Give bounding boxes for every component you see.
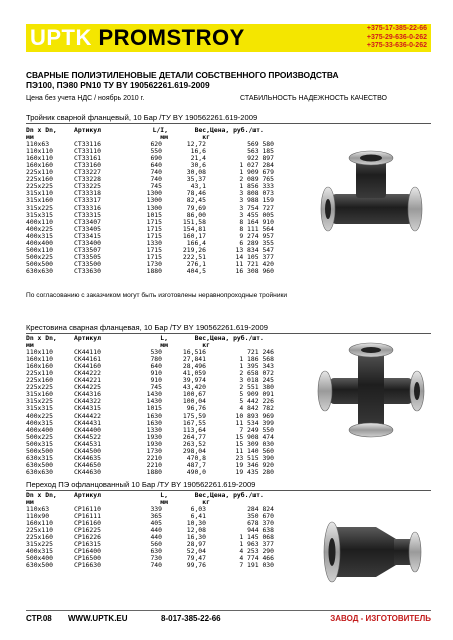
table-cell: 1430: [146, 397, 162, 406]
table-cell: 19 346 920: [235, 460, 274, 469]
table-cell: 400x225: [26, 411, 53, 420]
table-cell: 315x315: [26, 404, 53, 413]
table-cell: 100,67: [182, 390, 206, 399]
table-header-row: [26, 127, 274, 134]
table-cell: 315x225: [26, 397, 53, 406]
table-cell: 7 249 550: [239, 425, 274, 434]
column-header: Dn x Dn,: [26, 334, 57, 342]
column-header: мм: [26, 498, 34, 507]
tee-fitting-image: [318, 150, 428, 250]
website-link[interactable]: WWW.UPTK.EU: [68, 614, 128, 623]
table-cell: 1715: [146, 245, 162, 254]
table-cell: 910: [150, 369, 162, 378]
table-cell: СТ33400: [74, 238, 101, 247]
table-header-row: [26, 335, 274, 342]
table-cell: СТ33500: [74, 259, 101, 268]
table-cell: 1715: [146, 224, 162, 233]
table-cell: СК44161: [74, 355, 101, 364]
table-cell: 400x225: [26, 224, 53, 233]
table-cell: 1730: [146, 259, 162, 268]
table-cell: 630x630: [26, 266, 53, 275]
table-cell: 315x225: [26, 203, 53, 212]
price-note: Цена без учета НДС / ноябрь 2010 г.: [26, 95, 145, 102]
table-cell: 39,974: [182, 376, 206, 385]
table-cell: 14 105 377: [235, 252, 274, 261]
table-cell: 365: [150, 512, 162, 521]
table-cell: СР16630: [74, 561, 101, 570]
table-cell: 400x315: [26, 231, 53, 240]
table-cell: СР16226: [74, 533, 101, 542]
table-cell: 167,55: [182, 418, 206, 427]
table-cell: 225x160: [26, 376, 53, 385]
phone-2: +375-29-636-0-262: [366, 33, 427, 41]
reducer-table: [26, 492, 274, 570]
table-cell: 4 253 290: [239, 547, 274, 556]
table-cell: 740: [150, 175, 162, 184]
table-cell: 263,52: [182, 439, 206, 448]
table-cell: 1930: [146, 432, 162, 441]
table-cell: 79,47: [186, 554, 206, 563]
table-cell: СТ33317: [74, 196, 101, 205]
table-cell: 264,77: [182, 432, 206, 441]
table-cell: 96,76: [186, 404, 206, 413]
table-cell: 222,51: [182, 252, 206, 261]
table-cell: 1300: [146, 196, 162, 205]
table-cell: 225x160: [26, 175, 53, 184]
table-cell: 500x225: [26, 432, 53, 441]
table-cell: 630x315: [26, 453, 53, 462]
table-cell: 404,5: [186, 266, 206, 275]
table-cell: 154,81: [182, 224, 206, 233]
table-cell: СТ33161: [74, 154, 101, 163]
table-cell: 740: [150, 168, 162, 177]
tee-table: [26, 127, 274, 275]
table-cell: 160x160: [26, 362, 53, 371]
table-cell: 470,8: [186, 453, 206, 462]
table-cell: 3 455 005: [239, 210, 274, 219]
table-cell: СК44650: [74, 460, 101, 469]
table-cell: 1715: [146, 252, 162, 261]
table-cell: 315x160: [26, 390, 53, 399]
table-cell: 3 988 159: [239, 196, 274, 205]
table-cell: 400x400: [26, 425, 53, 434]
table-cell: СК44635: [74, 453, 101, 462]
table-cell: 110x63: [26, 505, 50, 514]
table-cell: 2 658 072: [239, 369, 274, 378]
table-cell: 500x400: [26, 554, 53, 563]
column-header: Цена, руб./шт.: [210, 126, 264, 134]
table-cell: 350 670: [247, 512, 274, 521]
table-cell: 160x160: [26, 161, 53, 170]
table-cell: 225x110: [26, 168, 53, 177]
table-cell: СР16160: [74, 519, 101, 528]
table-cell: 315x110: [26, 189, 53, 198]
table-cell: 400x400: [26, 238, 53, 247]
column-header: Цена, руб./шт.: [210, 491, 264, 499]
table-cell: СТ33405: [74, 224, 101, 233]
table-cell: 490,0: [186, 467, 206, 476]
column-header: Артикул: [74, 126, 101, 134]
table-cell: СК44630: [74, 467, 101, 476]
column-header: мм: [160, 498, 168, 507]
table-cell: СТ33225: [74, 182, 101, 191]
table-cell: СТ33315: [74, 210, 101, 219]
table-cell: СК44431: [74, 418, 101, 427]
table-cell: 1630: [146, 411, 162, 420]
table-cell: 405: [150, 519, 162, 528]
table-cell: 160x110: [26, 519, 53, 528]
table-cell: СР16500: [74, 554, 101, 563]
table-cell: 225x225: [26, 383, 53, 392]
table-cell: 740: [150, 561, 162, 570]
table-cell: 563 185: [247, 147, 274, 156]
table-cell: 16,6: [190, 147, 206, 156]
table-cell: 276,1: [186, 259, 206, 268]
table-cell: 1715: [146, 231, 162, 240]
table-cell: СР16400: [74, 547, 101, 556]
title-line-1: СВАРНЫЕ ПОЛИЭТИЛЕНОВЫЕ ДЕТАЛИ СОБСТВЕННОГО ПРОИЗВОДСТВА: [26, 70, 339, 80]
table-cell: 28,97: [186, 540, 206, 549]
table-cell: 2210: [146, 453, 162, 462]
table-cell: 1015: [146, 404, 162, 413]
table-cell: СР16315: [74, 540, 101, 549]
table-cell: 2210: [146, 460, 162, 469]
table-cell: СТ33228: [74, 175, 101, 184]
table-cell: СР16111: [74, 512, 101, 521]
table-cell: 110x90: [26, 512, 50, 521]
table-cell: 10 893 969: [235, 411, 274, 420]
column-header: мм: [160, 341, 168, 350]
table-cell: 1330: [146, 425, 162, 434]
table-cell: 620: [150, 140, 162, 149]
table-cell: 640: [150, 161, 162, 170]
table-cell: 160,17: [182, 231, 206, 240]
slogan: СТАБИЛЬНОСТЬ НАДЕЖНОСТЬ КАЧЕСТВО: [240, 95, 387, 102]
table-row: [26, 562, 274, 569]
phone-1: +375-17-385-22-66: [366, 25, 427, 32]
table-cell: 1 856 333: [239, 182, 274, 191]
table-cell: 5 909 091: [239, 390, 274, 399]
table-cell: 690: [150, 154, 162, 163]
table-cell: СТ33415: [74, 231, 101, 240]
table-cell: 500x225: [26, 252, 53, 261]
table-cell: СК44522: [74, 432, 101, 441]
table-cell: 52,04: [186, 547, 206, 556]
table-cell: 8 111 564: [239, 224, 274, 233]
table-cell: СК44422: [74, 411, 101, 420]
table-cell: 9 274 957: [239, 231, 274, 240]
table-cell: 1015: [146, 210, 162, 219]
section-title-cross: Крестовина сварная фланцевая, 10 Бар /ТУ BY 190562261.619-2009: [26, 323, 268, 332]
table-cell: 12,72: [186, 140, 206, 149]
table-cell: 315x160: [26, 196, 53, 205]
tee-note: По согласованию с заказчиком могут быть изготовлены неравнопроходные тройники: [26, 292, 288, 299]
table-cell: 30,6: [190, 161, 206, 170]
table-cell: 10,30: [186, 519, 206, 528]
table-cell: 400x110: [26, 217, 53, 226]
table-cell: 922 897: [247, 154, 274, 163]
table-cell: 1 145 068: [239, 533, 274, 542]
table-row: [26, 469, 274, 476]
table-cell: 41,059: [182, 369, 206, 378]
table-cell: 440: [150, 533, 162, 542]
column-header: кг: [202, 498, 210, 507]
table-cell: СТ33507: [74, 245, 101, 254]
table-cell: 166,4: [186, 238, 206, 247]
table-cell: СТ33630: [74, 266, 101, 275]
table-cell: 1730: [146, 446, 162, 455]
table-cell: 550: [150, 147, 162, 156]
table-cell: 5 442 226: [239, 397, 274, 406]
table-cell: 630x630: [26, 467, 53, 476]
table-cell: 6,03: [190, 505, 206, 514]
table-cell: 7 191 030: [239, 561, 274, 570]
table-cell: 400x315: [26, 547, 53, 556]
table-cell: 1300: [146, 203, 162, 212]
table-cell: 2 551 380: [239, 383, 274, 392]
column-header: Вес,: [194, 334, 210, 342]
reducer-fitting-image: [318, 505, 428, 600]
table-cell: 16,30: [186, 533, 206, 542]
table-cell: 225x225: [26, 182, 53, 191]
table-cell: 440: [150, 526, 162, 535]
table-cell: 630: [150, 547, 162, 556]
table-cell: 151,58: [182, 217, 206, 226]
table-cell: СТ33407: [74, 217, 101, 226]
column-header: кг: [202, 341, 210, 350]
table-cell: 15 309 030: [235, 439, 274, 448]
divider: [26, 123, 431, 124]
table-cell: 219,26: [182, 245, 206, 254]
table-cell: 560: [150, 540, 162, 549]
table-cell: 15 908 474: [235, 432, 274, 441]
footer-divider: [26, 610, 431, 611]
table-cell: 12,08: [186, 526, 206, 535]
phone-3: +375-33-636-0-262: [366, 42, 427, 50]
table-cell: 99,76: [186, 561, 206, 570]
table-cell: 3 754 727: [239, 203, 274, 212]
footer-phone: 8-017-385-22-66: [161, 614, 221, 623]
table-cell: 1930: [146, 439, 162, 448]
table-cell: 630x500: [26, 460, 53, 469]
table-cell: СК44222: [74, 369, 101, 378]
column-header: мм: [26, 341, 34, 350]
header-bar: [26, 24, 431, 52]
table-cell: 6 289 355: [239, 238, 274, 247]
table-header-row: [26, 492, 274, 499]
table-cell: СК44110: [74, 348, 101, 357]
table-cell: 315x315: [26, 210, 53, 219]
column-header: Вес,: [194, 126, 210, 134]
table-cell: 43,420: [182, 383, 206, 392]
table-cell: 13 834 547: [235, 245, 274, 254]
table-cell: СК44160: [74, 362, 101, 371]
column-header: Артикул: [74, 334, 101, 342]
table-cell: 3 018 245: [239, 376, 274, 385]
column-header: Dn x Dn,: [26, 126, 57, 134]
table-cell: СТ33116: [74, 140, 101, 149]
column-header: L/I,: [152, 126, 168, 134]
brand-promstroy: PROMSTROY: [98, 25, 245, 50]
page-number: СТР.08: [26, 614, 52, 623]
table-cell: СК44531: [74, 439, 101, 448]
table-cell: 78,46: [186, 189, 206, 198]
table-cell: 23 515 390: [235, 453, 274, 462]
cross-fitting-image: [312, 338, 430, 438]
table-cell: 11 140 560: [235, 446, 274, 455]
table-cell: 21,4: [190, 154, 206, 163]
table-cell: 500x110: [26, 245, 53, 254]
table-row: [26, 268, 274, 275]
table-cell: 6,41: [190, 512, 206, 521]
table-cell: 1715: [146, 217, 162, 226]
table-cell: 8 164 910: [239, 217, 274, 226]
table-cell: СТ33316: [74, 203, 101, 212]
table-cell: 110x110: [26, 348, 53, 357]
table-cell: 16 308 960: [235, 266, 274, 275]
table-cell: 339: [150, 505, 162, 514]
column-header: мм: [160, 133, 168, 142]
table-cell: СТ33110: [74, 147, 101, 156]
table-cell: 28,496: [182, 362, 206, 371]
table-cell: 780: [150, 355, 162, 364]
table-cell: 1880: [146, 266, 162, 275]
table-cell: 2 089 765: [239, 175, 274, 184]
table-cell: СК44400: [74, 425, 101, 434]
table-cell: 11 721 420: [235, 259, 274, 268]
table-cell: 730: [150, 554, 162, 563]
brand-logo: [30, 25, 245, 51]
table-cell: 1 963 377: [239, 540, 274, 549]
table-cell: 82,45: [186, 196, 206, 205]
table-cell: 1 186 568: [239, 355, 274, 364]
table-cell: 35,37: [186, 175, 206, 184]
column-header: L,: [160, 491, 168, 499]
section-title-reducer: Переход ПЭ офланцованный 10 Бар /ТУ BY 190562261.619-2009: [26, 480, 256, 489]
table-cell: СК44500: [74, 446, 101, 455]
table-cell: 745: [150, 182, 162, 191]
column-header: кг: [202, 133, 210, 142]
table-cell: 3 808 073: [239, 189, 274, 198]
table-cell: 1330: [146, 238, 162, 247]
table-cell: 745: [150, 383, 162, 392]
table-cell: 400x315: [26, 418, 53, 427]
table-cell: СК44225: [74, 383, 101, 392]
column-header: Вес,: [194, 491, 210, 499]
table-cell: 1300: [146, 189, 162, 198]
table-cell: 944 638: [247, 526, 274, 535]
table-cell: 79,69: [186, 203, 206, 212]
section-title-tee: Тройник сварной фланцевый, 10 Бар /ТУ BY 190562261.619-2009: [26, 113, 258, 122]
column-header: Цена, руб./шт.: [210, 334, 264, 342]
table-cell: 1 027 284: [239, 161, 274, 170]
table-cell: 1880: [146, 467, 162, 476]
table-cell: 225x110: [26, 526, 53, 535]
title-line-2: ПЭ100, ПЭ80 PN10 ТУ BY 190562261.619-2009: [26, 80, 210, 90]
table-cell: 19 435 280: [235, 467, 274, 476]
table-cell: 225x160: [26, 533, 53, 542]
table-cell: СТ33227: [74, 168, 101, 177]
table-cell: 315x225: [26, 540, 53, 549]
header-phones: [367, 25, 427, 51]
column-header: Артикул: [74, 491, 101, 499]
table-cell: 569 580: [247, 140, 274, 149]
table-cell: 530: [150, 348, 162, 357]
table-cell: 284 824: [247, 505, 274, 514]
table-cell: 1 395 343: [239, 362, 274, 371]
table-cell: СТ33160: [74, 161, 101, 170]
table-cell: 113,64: [182, 425, 206, 434]
table-cell: 160x110: [26, 154, 53, 163]
table-cell: 1430: [146, 390, 162, 399]
table-cell: 11 534 399: [235, 418, 274, 427]
table-cell: 721 246: [247, 348, 274, 357]
table-cell: 298,04: [182, 446, 206, 455]
table-cell: 500x500: [26, 259, 53, 268]
table-cell: 110x63: [26, 140, 50, 149]
table-cell: 175,59: [182, 411, 206, 420]
table-cell: 110x110: [26, 147, 53, 156]
table-cell: 678 370: [247, 519, 274, 528]
page-title: [26, 70, 431, 90]
table-cell: СР16225: [74, 526, 101, 535]
manufacturer-label: ЗАВОД - ИЗГОТОВИТЕЛЬ: [330, 614, 431, 623]
table-cell: 500x315: [26, 439, 53, 448]
table-cell: СТ33505: [74, 252, 101, 261]
table-cell: 1630: [146, 418, 162, 427]
column-header: L,: [160, 334, 168, 342]
table-cell: 487,7: [186, 460, 206, 469]
brand-uptk: UPTK: [30, 25, 99, 50]
table-cell: СК44221: [74, 376, 101, 385]
table-cell: 630x500: [26, 561, 53, 570]
table-cell: 43,1: [190, 182, 206, 191]
table-cell: 4 774 466: [239, 554, 274, 563]
table-cell: 640: [150, 362, 162, 371]
table-cell: СР16110: [74, 505, 101, 514]
table-cell: 30,08: [186, 168, 206, 177]
column-header: Dn x Dn,: [26, 491, 57, 499]
cross-table: [26, 335, 274, 476]
table-cell: 86,00: [186, 210, 206, 219]
table-cell: СК44322: [74, 397, 101, 406]
table-cell: 500x500: [26, 446, 53, 455]
table-cell: 160x110: [26, 355, 53, 364]
table-cell: 4 842 782: [239, 404, 274, 413]
table-cell: СК44315: [74, 404, 101, 413]
table-cell: СК44316: [74, 390, 101, 399]
table-cell: 1 909 679: [239, 168, 274, 177]
column-header: мм: [26, 133, 34, 142]
table-cell: СТ33318: [74, 189, 101, 198]
table-cell: 100,04: [182, 397, 206, 406]
table-cell: 27,841: [182, 355, 206, 364]
table-cell: 16,516: [182, 348, 206, 357]
table-cell: 910: [150, 376, 162, 385]
table-cell: 225x110: [26, 369, 53, 378]
